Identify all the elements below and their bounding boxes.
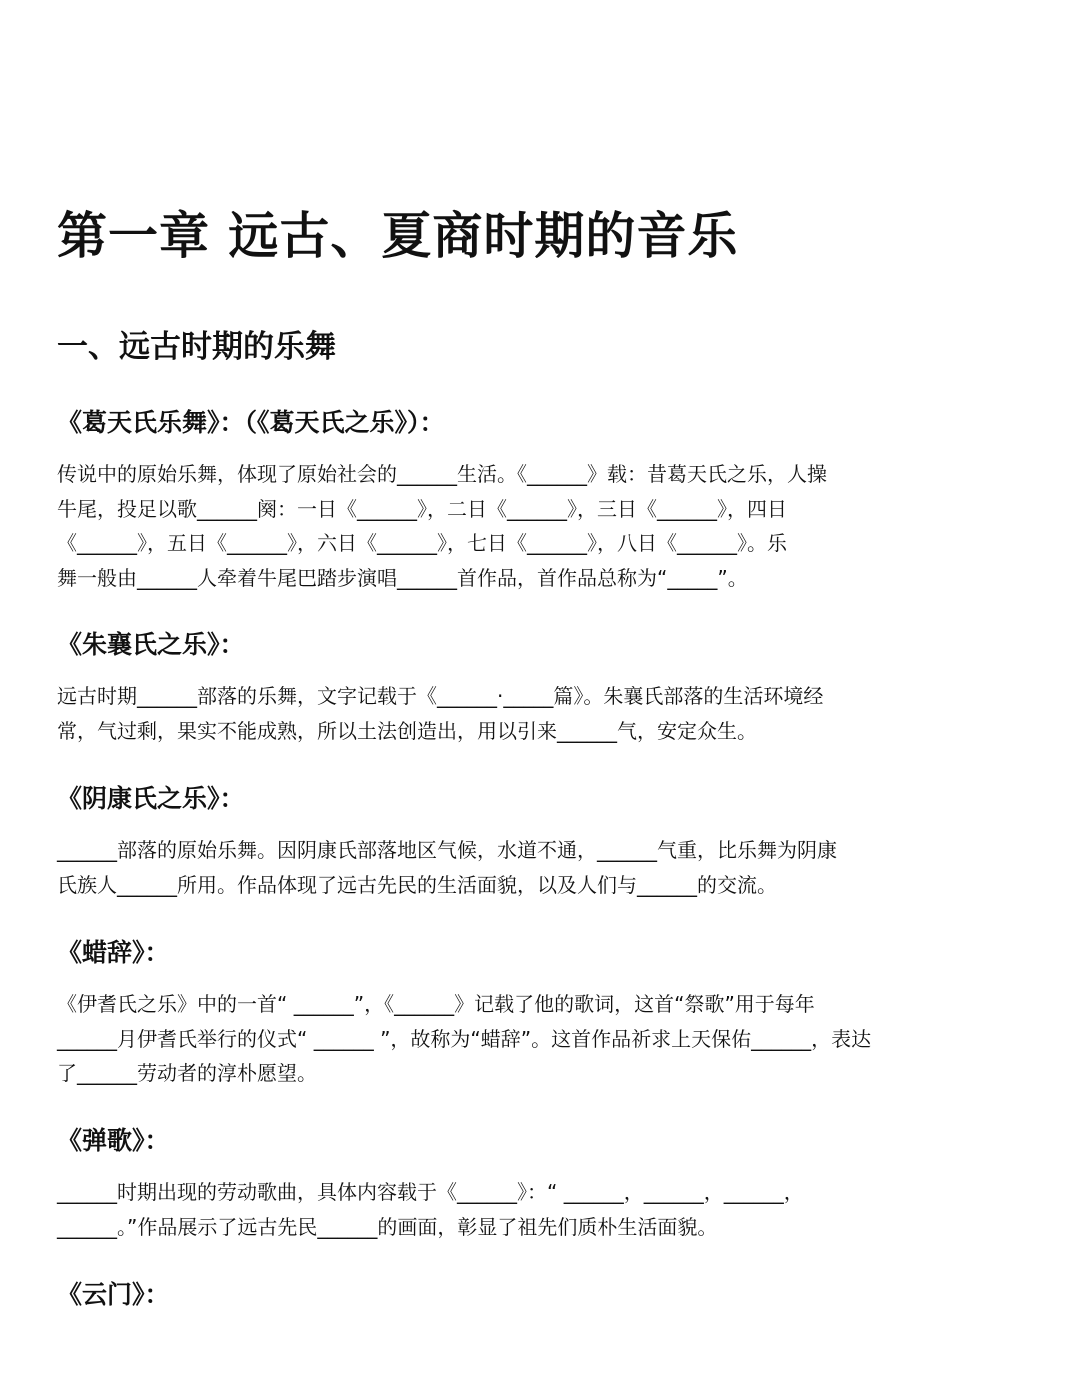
paragraph-line: 《______》，五日《______》，六日《______》，七日《______》，八日《______》。乐 bbox=[57, 531, 787, 555]
topic-heading: 《云门》： bbox=[57, 1280, 170, 1309]
topic-paragraph bbox=[57, 987, 1005, 1091]
paragraph-line: ______。”作品展示了远古先民______的画面，彰显了祖先们质朴生活面貌。 bbox=[57, 1214, 718, 1239]
topic-paragraph bbox=[57, 833, 1005, 902]
topic-heading: 《弹歌》： bbox=[57, 1126, 170, 1155]
section-title: 一、远古时期的乐舞 bbox=[57, 329, 336, 365]
paragraph-line: 氏族人______所用。作品体现了远古先民的生活面貌，以及人们与______的交流。 bbox=[57, 872, 777, 897]
topic-heading: 《蜡辞》： bbox=[57, 938, 170, 967]
paragraph-line: ______月伊耆氏举行的仪式“ ______ ”，故称为“蜡辞”。这首作品祈求上天保佑______，表达 bbox=[57, 1026, 872, 1051]
topic-heading: 《阴康氏之乐》： bbox=[57, 784, 245, 813]
paragraph-line: 传说中的原始乐舞，体现了原始社会的______生活。《______》载：昔葛天氏之乐，人操 bbox=[57, 462, 827, 486]
paragraph-line: ______部落的原始乐舞。因阴康氏部落地区气候，水道不通，______气重，比乐舞为阴康 bbox=[57, 838, 837, 862]
topic-paragraph bbox=[57, 679, 1005, 748]
paragraph-line: 舞一般由______人牵着牛尾巴踏步演唱______首作品，首作品总称为“_____”。 bbox=[57, 565, 748, 590]
topic-heading: 《葛天氏乐舞》：（《葛天氏之乐》）： bbox=[57, 408, 445, 437]
paragraph-line: ______时期出现的劳动歌曲，具体内容载于《______》：“ ______，______，______， bbox=[57, 1180, 804, 1204]
paragraph-line: 远古时期______部落的乐舞，文字记载于《______·_____篇》。朱襄氏部落的生活环境经 bbox=[57, 684, 824, 708]
paragraph-line: 常，气过剩，果实不能成熟，所以土法创造出，用以引来______气，安定众生。 bbox=[57, 718, 757, 743]
topic-paragraph bbox=[57, 457, 1005, 595]
paragraph-line: 牛尾，投足以歌______阕：一日《______》，二日《______》，三日《______》，四日 bbox=[57, 496, 787, 521]
topic-heading: 《朱襄氏之乐》： bbox=[57, 630, 245, 659]
paragraph-line: 了______劳动者的淳朴愿望。 bbox=[57, 1061, 317, 1085]
chapter-title: 第一章 远古、夏商时期的音乐 bbox=[57, 207, 739, 265]
paragraph-line: 《伊耆氏之乐》中的一首“ ______”，《______》记载了他的歌词，这首“祭歌”用于每年 bbox=[57, 992, 815, 1016]
topic-paragraph bbox=[57, 1175, 1005, 1244]
